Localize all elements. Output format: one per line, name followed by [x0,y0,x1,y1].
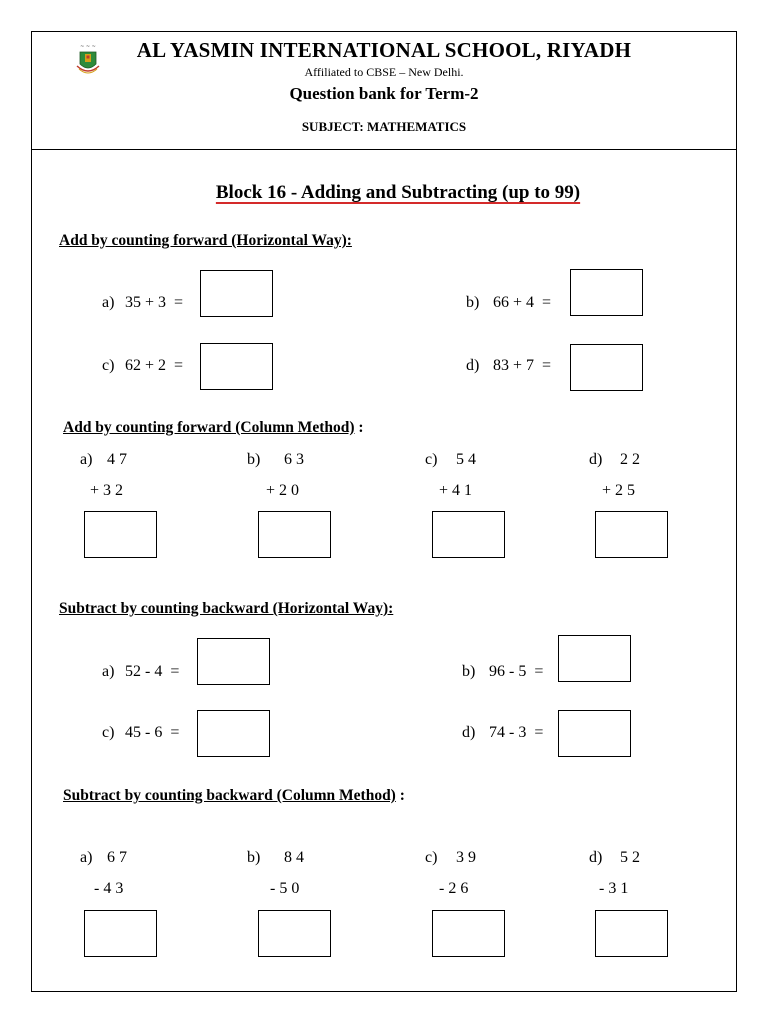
answer-box[interactable] [595,511,668,558]
answer-box[interactable] [432,910,505,957]
column-top-number: 6 7 [107,849,127,866]
problem-expression: 35 + 3 = [125,294,184,311]
problem-label: a) [102,663,115,680]
problem-label: c) [425,451,438,468]
column-bottom-number: - 3 1 [599,880,629,897]
header-divider [31,149,737,150]
column-bottom-number: - 2 6 [439,880,469,897]
school-name: AL YASMIN INTERNATIONAL SCHOOL, RIYADH [136,38,632,62]
heading-suffix: : [395,787,405,804]
column-bottom-number: + 2 5 [602,482,636,499]
column-top-number: 2 2 [620,451,640,468]
problem-label: d) [466,357,480,374]
answer-box[interactable] [432,511,505,558]
answer-box[interactable] [200,343,273,390]
answer-box[interactable] [258,910,331,957]
problem-label: c) [425,849,438,866]
problem-label: b) [466,294,480,311]
problem-label: b) [462,663,476,680]
block-title-text: Block 16 - Adding and Subtracting (up to 99) [215,182,581,203]
answer-box[interactable] [197,710,270,757]
answer-box[interactable] [84,910,157,957]
problem-label: b) [247,451,261,468]
section-heading-text: Subtract by counting backward (Horizontal Way): [59,600,394,617]
column-bottom-number: - 5 0 [270,880,300,897]
column-top-number: 5 2 [620,849,640,866]
column-bottom-number: + 4 1 [439,482,473,499]
column-bottom-number: + 2 0 [266,482,300,499]
subject-label: SUBJECT: MATHEMATICS [301,119,467,134]
problem-label: a) [102,294,115,311]
column-top-number: 3 9 [456,849,476,866]
answer-box[interactable] [84,511,157,558]
answer-box[interactable] [197,638,270,685]
svg-text:~ ~ ~: ~ ~ ~ [80,44,96,50]
problem-label: d) [462,724,476,741]
answer-box[interactable] [570,269,643,316]
problem-label: a) [80,849,93,866]
problem-expression: 45 - 6 = [125,724,180,741]
problem-label: d) [589,849,603,866]
section-heading-subtract-column [63,787,405,805]
column-top-number: 8 4 [284,849,304,866]
section-heading-add-horizontal [59,232,352,250]
problem-expression: 96 - 5 = [489,663,544,680]
answer-box[interactable] [570,344,643,391]
problem-label: d) [589,451,603,468]
problem-label: b) [247,849,261,866]
column-top-number: 5 4 [456,451,476,468]
problem-label: c) [102,724,115,741]
section-heading-text: Add by counting forward (Column Method) [63,419,355,436]
section-heading-add-column [63,419,364,437]
answer-box[interactable] [558,710,631,757]
block-title [0,182,768,204]
section-heading-text: Add by counting forward (Horizontal Way): [59,232,352,249]
column-top-number: 6 3 [284,451,304,468]
answer-box[interactable] [595,910,668,957]
problem-label: a) [80,451,93,468]
section-heading-subtract-horizontal [59,600,393,618]
column-top-number: 4 7 [107,451,127,468]
column-bottom-number: - 4 3 [94,880,124,897]
heading-suffix: : [354,419,364,436]
problem-label: c) [102,357,115,374]
answer-box[interactable] [558,635,631,682]
document-title: Question bank for Term-2 [289,84,479,103]
answer-box[interactable] [258,511,331,558]
problem-expression: 74 - 3 = [489,724,544,741]
problem-expression: 62 + 2 = [125,357,184,374]
affiliation-text: Affiliated to CBSE – New Delhi. [304,65,464,79]
problem-expression: 66 + 4 = [493,294,552,311]
problem-expression: 52 - 4 = [125,663,180,680]
section-heading-text: Subtract by counting backward (Column Method) [63,787,396,804]
column-bottom-number: + 3 2 [90,482,124,499]
answer-box[interactable] [200,270,273,317]
problem-expression: 83 + 7 = [493,357,552,374]
